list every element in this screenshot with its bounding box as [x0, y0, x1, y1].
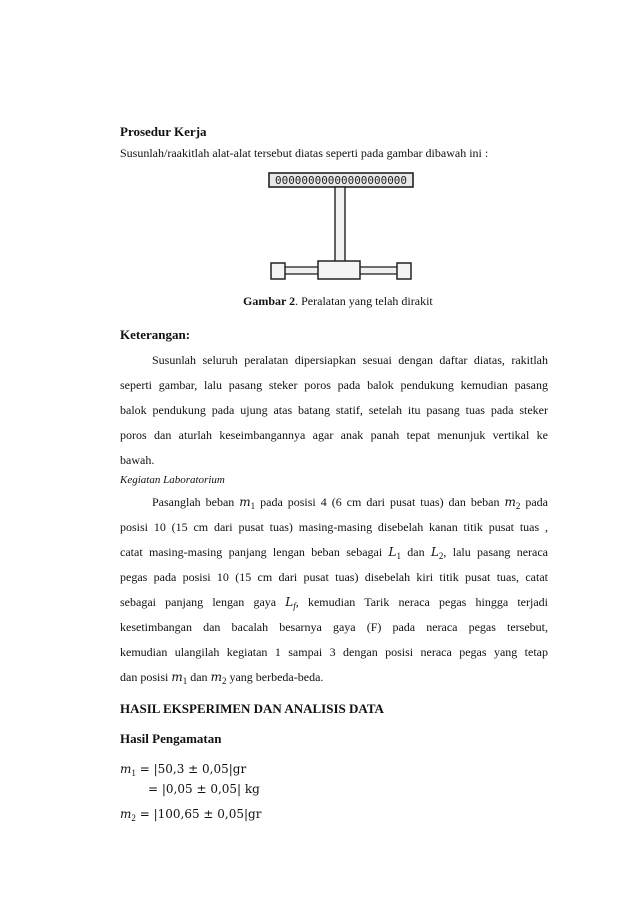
keterangan-line: seperti gambar, lalu pasang steker poros pada balok pendukung kemudian pasang — [120, 378, 548, 392]
hasil-heading: HASIL EKSPERIMEN DAN ANALISIS DATA — [120, 701, 384, 716]
base-center-block — [318, 261, 360, 279]
text-run: , kemudian Tarik neraca pegas hingga terjadi — [295, 595, 548, 609]
math-symbol: L — [430, 545, 439, 559]
math-subscript: 1 — [396, 551, 401, 561]
keterangan-line: balok pendukung pada ujung atas batang statif, setelah itu pasang tuas pada steker — [120, 403, 548, 417]
apparatus-figure — [266, 170, 416, 280]
m2-measurement — [120, 805, 261, 823]
math-symbol: L — [285, 595, 294, 609]
math-symbol: L — [388, 545, 397, 559]
m2-value: = |100,65 ± 0,05|gr — [135, 807, 262, 821]
kegiatan-line-5 — [120, 595, 548, 611]
math-symbol: m — [504, 495, 516, 509]
kegiatan-line-6: kesetimbangan dan bacalah besarnya gaya (F) pada neraca pegas tersebut, — [120, 620, 548, 634]
keterangan-heading: Keterangan: — [120, 327, 191, 342]
text-run: sebagai panjang lengan gaya — [120, 595, 286, 609]
base-left-foot — [271, 263, 285, 279]
math-symbol: m — [120, 762, 132, 776]
text-run: dan posisi — [120, 670, 172, 684]
figure-caption-text: . Peralatan yang telah dirakit — [295, 294, 433, 308]
math-subscript: 2 — [438, 551, 444, 561]
text-run: pada posisi 4 (6 cm dari pusat tuas) dan beban — [255, 495, 505, 509]
base-right-foot — [397, 263, 411, 279]
math-subscript: 1 — [182, 676, 188, 686]
kegiatan-line-8 — [120, 670, 323, 686]
math-subscript: 2 — [131, 813, 136, 823]
m1-value: = |50,3 ± 0,05|gr — [135, 762, 247, 776]
math-symbol: m — [120, 807, 132, 821]
math-symbol: m — [171, 670, 183, 684]
kegiatan-line-2: posisi 10 (15 cm dari pusat tuas) masing-masing disebelah kanan titik pusat tuas , — [120, 520, 548, 534]
text-run: , lalu pasang neraca — [443, 545, 549, 559]
text-run: yang berbeda-beda. — [226, 670, 324, 684]
section-heading: Prosedur Kerja — [120, 124, 207, 139]
intro-text: Susunlah/raakitlah alat-alat tersebut diatas seperti pada gambar dibawah ini : — [120, 146, 489, 160]
text-run: pada — [520, 495, 549, 509]
math-subscript: 1 — [250, 501, 256, 511]
kegiatan-line-3 — [120, 545, 548, 561]
text-run: dan — [400, 545, 431, 559]
keterangan-line: poros dan aturlah keseimbangannya agar anak panah tepat menunjuk vertikal ke — [120, 428, 548, 442]
keterangan-line: bawah. — [120, 453, 155, 467]
figure-label: Gambar 2 — [243, 294, 296, 308]
lever-holes: 00000000000000000000 — [275, 175, 407, 187]
figure-caption — [243, 294, 433, 309]
hasil-subheading: Hasil Pengamatan — [120, 731, 222, 746]
math-symbol: m — [210, 670, 222, 684]
math-subscript: 2 — [515, 501, 521, 511]
math-subscript: 2 — [221, 676, 227, 686]
kegiatan-line-4: pegas pada posisi 10 (15 cm dari pusat tuas) disebelah kiri titik pusat tuas, catat — [120, 570, 548, 584]
kegiatan-line-1 — [152, 495, 548, 511]
math-subscript: 1 — [131, 768, 136, 778]
kegiatan-line-7: kemudian ulangilah kegiatan 1 sampai 3 dengan posisi neraca pegas yang tetap — [120, 645, 548, 659]
m1-measurement — [120, 760, 246, 778]
math-symbol: m — [239, 495, 251, 509]
kegiatan-heading: Kegiatan Laboratorium — [120, 474, 225, 486]
text-run: catat masing-masing panjang lengan beban sebagai — [120, 545, 389, 559]
text-run: dan — [187, 670, 211, 684]
text-run: Pasanglah beban — [152, 495, 240, 509]
keterangan-line: Susunlah seluruh peralatan dipersiapkan sesuai dengan daftar diatas, rakitlah — [152, 353, 548, 367]
math-subscript: f — [293, 601, 296, 611]
stand-rod — [335, 187, 345, 263]
m1-kg-value: = |0,05 ± 0,05| kg — [148, 782, 260, 796]
